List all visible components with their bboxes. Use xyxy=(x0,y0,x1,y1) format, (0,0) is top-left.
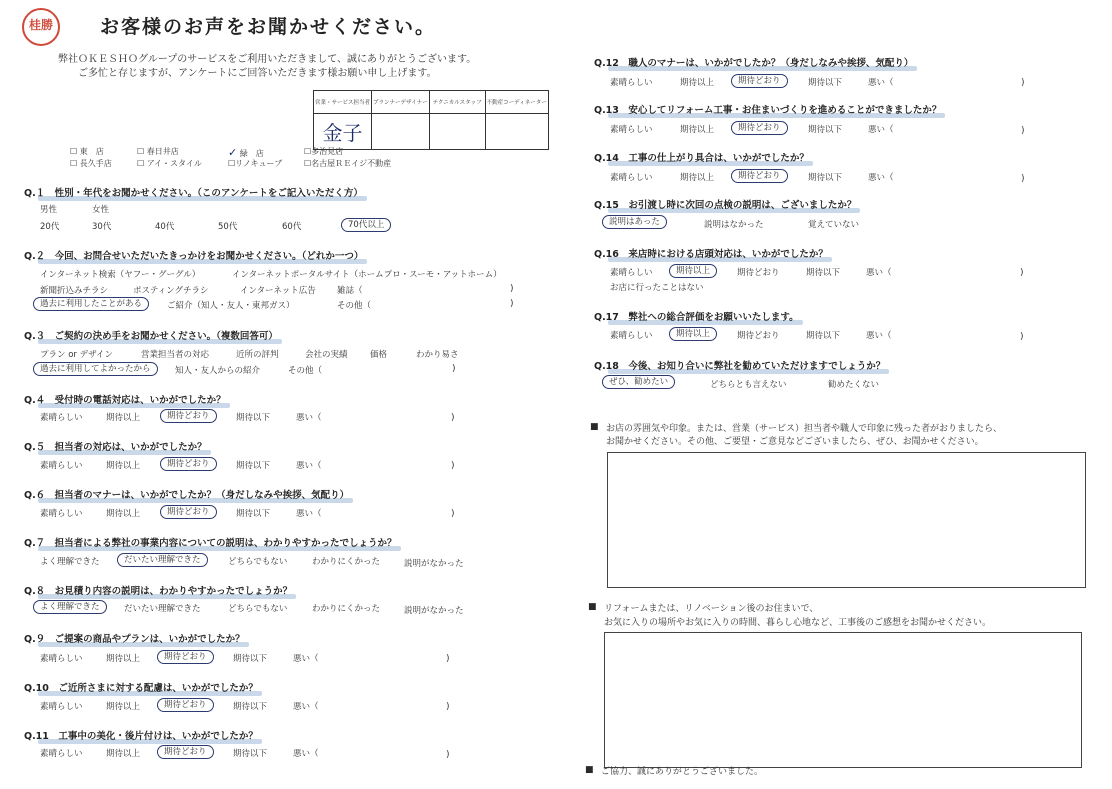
q3-opt-clarity[interactable]: わかり易さ xyxy=(416,350,459,360)
q12-label: Q.12 職人のマナーは、いかがでしたか？（身だしなみや挨拶、気配り） xyxy=(594,55,913,69)
q10-opt-bad[interactable]: 悪い（ xyxy=(293,702,319,712)
q16-opt-bad[interactable]: 悪い（ xyxy=(866,268,892,278)
q12-opt-excellent[interactable]: 素晴らしい xyxy=(610,78,653,88)
staff-header-sales: 営業・サービス担当者 xyxy=(314,91,372,114)
q18-opt-neutral[interactable]: どちらとも言えない xyxy=(710,380,787,390)
q15-opt-not-explained[interactable]: 説明はなかった xyxy=(704,220,764,230)
store-checkbox-renocube[interactable]: ☐リノキューブ xyxy=(228,159,283,168)
q18-opt-not-recommend[interactable]: 勧めたくない xyxy=(828,380,880,390)
q16-opt-above-selected[interactable]: 期待以上 xyxy=(669,264,717,278)
q17-opt-bad[interactable]: 悪い（ xyxy=(866,331,892,341)
store-label: リノキューブ xyxy=(235,159,283,168)
q8-opt-well-selected[interactable]: よく理解できた xyxy=(33,600,107,614)
q1-gender-female[interactable]: 女性 xyxy=(92,205,110,215)
q8-opt-mostly[interactable]: だいたい理解できた xyxy=(124,604,201,614)
q5-opt-as-expected-selected[interactable]: 期待どおり xyxy=(160,457,217,471)
q6-opt-below[interactable]: 期待以下 xyxy=(236,509,271,519)
q11-label: Q.11 工事中の美化・後片付けは、いかがでしたか？ xyxy=(24,728,258,742)
q10-opt-as-expected-selected[interactable]: 期待どおり xyxy=(157,698,214,712)
q14-label: Q.14 工事の仕上がり具合は、いかがでしたか？ xyxy=(594,150,809,164)
q5-opt-above[interactable]: 期待以上 xyxy=(106,461,141,471)
q3-opt-referral[interactable]: 知人・友人からの紹介 xyxy=(175,366,261,376)
q12-close: ) xyxy=(1021,78,1025,88)
q3-other-close: ) xyxy=(452,364,456,374)
q14-opt-excellent[interactable]: 素晴らしい xyxy=(610,173,653,183)
q17-opt-above-selected[interactable]: 期待以上 xyxy=(669,327,717,341)
q16-close: ) xyxy=(1020,268,1024,278)
q7-opt-neither[interactable]: どちらでもない xyxy=(228,557,288,567)
q13-opt-excellent[interactable]: 素晴らしい xyxy=(610,125,653,135)
q7-opt-none[interactable]: 説明がなかった xyxy=(404,559,464,569)
q7-opt-well[interactable]: よく理解できた xyxy=(40,557,100,567)
store-checkbox-tajimi[interactable]: ☐多治見店 xyxy=(304,147,344,156)
q12-opt-bad[interactable]: 悪い（ xyxy=(868,78,894,88)
intro-line-2: ご多忙と存じますが、アンケートにご回答いただきます様お願い申し上げます。 xyxy=(78,68,437,79)
company-seal: 桂勝 xyxy=(22,8,60,46)
q4-opt-as-expected-selected[interactable]: 期待どおり xyxy=(160,409,217,423)
q15-label: Q.15 お引渡し時に次回の点検の説明は、ございましたか？ xyxy=(594,197,856,211)
store-label: 多治見店 xyxy=(311,147,344,156)
q14-opt-as-expected-selected[interactable]: 期待どおり xyxy=(731,169,788,183)
staff-cell-realestate[interactable] xyxy=(485,114,548,150)
q7-label: Q.７ 担当者による弊社の事業内容についての説明は、わかりやすかったでしょうか？ xyxy=(24,535,397,549)
check-mark-icon: ✓ xyxy=(228,146,238,159)
q2-opt-magazine[interactable]: 雑誌（ xyxy=(337,286,363,296)
q10-opt-below[interactable]: 期待以下 xyxy=(233,702,268,712)
q8-opt-hard[interactable]: わかりにくかった xyxy=(312,604,381,614)
q12-opt-as-expected-selected[interactable]: 期待どおり xyxy=(731,74,788,88)
q4-label: Q.４ 受付時の電話対応は、いかがでしたか？ xyxy=(24,392,226,406)
q3-opt-other[interactable]: その他（ xyxy=(288,366,323,376)
free1-comment-box[interactable] xyxy=(607,452,1086,588)
q6-opt-as-expected-selected[interactable]: 期待どおり xyxy=(160,505,217,519)
q11-close: ) xyxy=(446,750,450,760)
q9-opt-above[interactable]: 期待以上 xyxy=(106,654,141,664)
q11-opt-bad[interactable]: 悪い（ xyxy=(293,749,319,759)
free2-comment-box[interactable] xyxy=(604,632,1082,768)
q6-label: Q.６ 担当者のマナーは、いかがでしたか？（身だしなみや挨拶、気配り） xyxy=(24,487,349,501)
q9-opt-as-expected-selected[interactable]: 期待どおり xyxy=(157,650,214,664)
q4-close: ) xyxy=(451,413,455,423)
q13-opt-below[interactable]: 期待以下 xyxy=(808,125,843,135)
footer-bullet: ■ xyxy=(585,765,594,775)
q2-opt-search[interactable]: インターネット検索（ヤフー・グーグル） xyxy=(40,270,201,280)
q13-close: ) xyxy=(1021,126,1025,136)
q13-opt-as-expected-selected[interactable]: 期待どおり xyxy=(731,121,788,135)
staff-cell-planner[interactable] xyxy=(372,114,430,150)
q4-opt-excellent[interactable]: 素晴らしい xyxy=(40,413,83,423)
store-label: 名古屋ＲＥイジ不動産 xyxy=(311,159,392,168)
q10-opt-above[interactable]: 期待以上 xyxy=(106,702,141,712)
q3-opt-used-before-selected[interactable]: 過去に利用してよかったから xyxy=(33,362,158,376)
q2-magazine-close: ) xyxy=(510,284,514,294)
q8-label: Q.８ お見積り内容の説明は、わかりやすかったでしょうか？ xyxy=(24,583,292,597)
free1-prompt-line-2: お聞かせください。その他、ご要望・ご意見などございましたら、ぜひ、お聞かせください。 xyxy=(606,437,984,447)
q3-opt-sales-staff[interactable]: 営業担当者の対応 xyxy=(141,350,210,360)
q10-opt-excellent[interactable]: 素晴らしい xyxy=(40,702,83,712)
store-checkbox-realestate[interactable]: ☐名古屋ＲＥイジ不動産 xyxy=(304,159,392,168)
intro-line-1: 弊社ＯＫＥＳＨＯグループのサービスをご利用いただきまして、誠にありがとうございます。 xyxy=(58,54,477,65)
q10-close: ) xyxy=(446,702,450,712)
staff-cell-technical[interactable] xyxy=(429,114,485,150)
q11-opt-above[interactable]: 期待以上 xyxy=(106,749,141,759)
q13-label: Q.13 安心してリフォーム工事・お住まいづくりを進めることができましたか？ xyxy=(594,102,941,116)
q5-opt-bad[interactable]: 悪い（ xyxy=(296,461,322,471)
q2-opt-portal[interactable]: インターネットポータルサイト（ホームプロ・スーモ・アットホーム） xyxy=(232,270,502,280)
q2-opt-used-before-selected[interactable]: 過去に利用したことがある xyxy=(33,297,149,311)
q17-close: ) xyxy=(1020,332,1024,342)
q6-opt-excellent[interactable]: 素晴らしい xyxy=(40,509,83,519)
q16-label: Q.16 来店時における店頭対応は、いかがでしたか？ xyxy=(594,246,828,260)
store-checkbox-nagakute[interactable]: ☐ 長久手店 xyxy=(70,159,112,168)
q14-close: ) xyxy=(1021,174,1025,184)
q2-opt-other[interactable]: その他（ xyxy=(337,301,372,311)
q17-label: Q.17 弊社への総合評価をお願いいたします。 xyxy=(594,309,799,323)
q12-opt-above[interactable]: 期待以上 xyxy=(680,78,715,88)
q2-opt-referral[interactable]: ご紹介（知人・友人・東邦ガス） xyxy=(167,301,295,311)
q8-opt-none[interactable]: 説明がなかった xyxy=(404,606,464,616)
q18-label: Q.18 今後、お知り合いに弊社を勧めていただけますでしょうか？ xyxy=(594,358,885,372)
q12-opt-below[interactable]: 期待以下 xyxy=(808,78,843,88)
q17-opt-as-expected[interactable]: 期待どおり xyxy=(737,331,780,341)
q9-opt-bad[interactable]: 悪い（ xyxy=(293,654,319,664)
free1-bullet: ■ xyxy=(590,422,599,432)
q10-label: Q.10 ご近所さまに対する配慮は、いかがでしたか？ xyxy=(24,680,258,694)
q6-opt-bad[interactable]: 悪い（ xyxy=(296,509,322,519)
store-label: 春日井店 xyxy=(146,147,179,156)
free1-prompt-line-1: お店の雰囲気や印象。または、営業（サービス）担当者や職人で印象に残った者がおりましたら、 xyxy=(606,424,1003,434)
q5-close: ) xyxy=(451,461,455,471)
q13-opt-bad[interactable]: 悪い（ xyxy=(868,125,894,135)
staff-signature: 金子 xyxy=(322,121,363,145)
q16-opt-never-visited[interactable]: お店に行ったことはない xyxy=(610,283,704,293)
q5-opt-below[interactable]: 期待以下 xyxy=(236,461,271,471)
q3-opt-reputation[interactable]: 近所の評判 xyxy=(236,350,279,360)
q3-opt-price[interactable]: 価格 xyxy=(370,350,388,360)
store-checkbox-istyle[interactable]: ☐ アイ・スタイル xyxy=(137,159,202,168)
q7-opt-mostly-selected[interactable]: だいたい理解できた xyxy=(117,553,208,567)
staff-header-realestate: 不動産コーディネーター xyxy=(485,91,548,114)
store-checkbox-higashi[interactable]: ☐ 東 店 xyxy=(70,147,104,156)
q3-opt-plan[interactable]: プラン or デザイン xyxy=(40,350,114,360)
q4-opt-bad[interactable]: 悪い（ xyxy=(296,413,322,423)
q15-opt-explained-selected[interactable]: 説明はあった xyxy=(602,215,667,229)
staff-header-technical: テクニカルスタッフ xyxy=(429,91,485,114)
q9-label: Q.９ ご提案の商品やプランは、いかがでしたか？ xyxy=(24,631,245,645)
free2-prompt-line-1: リフォームまたは、リノベーション後のお住まいで、 xyxy=(604,604,819,614)
q2-other-close: ) xyxy=(510,299,514,309)
q13-opt-above[interactable]: 期待以上 xyxy=(680,125,715,135)
q9-opt-excellent[interactable]: 素晴らしい xyxy=(40,654,83,664)
store-checkbox-kasugai[interactable]: ☐ 春日井店 xyxy=(137,147,179,156)
q14-opt-bad[interactable]: 悪い（ xyxy=(868,173,894,183)
store-label: 東 店 xyxy=(79,147,104,156)
staff-table xyxy=(313,90,549,150)
q1-age-60s[interactable]: 60代 xyxy=(282,222,302,232)
q17-opt-below[interactable]: 期待以下 xyxy=(806,331,841,341)
q16-opt-as-expected[interactable]: 期待どおり xyxy=(737,268,780,278)
store-label: アイ・スタイル xyxy=(146,159,202,168)
q18-opt-recommend-selected[interactable]: ぜひ、勧めたい xyxy=(602,375,675,389)
q16-opt-excellent[interactable]: 素晴らしい xyxy=(610,268,653,278)
q15-opt-dont-remember[interactable]: 覚えていない xyxy=(808,220,860,230)
q1-label: Q.１ 性別・年代をお聞かせください。（このアンケートをご記入いただく方） xyxy=(24,185,363,199)
store-label: 緑 店 xyxy=(239,149,264,158)
q7-opt-hard[interactable]: わかりにくかった xyxy=(312,557,381,567)
staff-header-planner: プランナーデザイナー xyxy=(372,91,430,114)
free2-bullet: ■ xyxy=(588,602,597,612)
q16-opt-below[interactable]: 期待以下 xyxy=(806,268,841,278)
q11-opt-below[interactable]: 期待以下 xyxy=(233,749,268,759)
footer-thanks: ご協力、誠にありがとうございました。 xyxy=(601,767,764,777)
q14-opt-above[interactable]: 期待以上 xyxy=(680,173,715,183)
q4-opt-above[interactable]: 期待以上 xyxy=(106,413,141,423)
q5-label: Q.５ 担当者の対応は、いかがでしたか？ xyxy=(24,439,207,453)
q8-opt-neither[interactable]: どちらでもない xyxy=(228,604,288,614)
q1-age-40s[interactable]: 40代 xyxy=(155,222,175,232)
free2-prompt-line-2: お気に入りの場所やお気に入りの時間、暮らし心地など、工事後のご感想をお聞かせください。 xyxy=(604,618,992,628)
q5-opt-excellent[interactable]: 素晴らしい xyxy=(40,461,83,471)
q2-opt-web-ad[interactable]: インターネット広告 xyxy=(240,286,316,296)
q2-label: Q.２ 今回、お問合せいただいたきっかけをお聞かせください。（どれか一つ） xyxy=(24,248,363,262)
q2-opt-newspaper[interactable]: 新聞折込みチラシ xyxy=(40,286,109,296)
q1-age-20s[interactable]: 20代 xyxy=(40,222,60,232)
q11-opt-as-expected-selected[interactable]: 期待どおり xyxy=(157,745,214,759)
store-label: 長久手店 xyxy=(79,159,112,168)
q1-age-50s[interactable]: 50代 xyxy=(218,222,238,232)
q3-opt-track-record[interactable]: 会社の実績 xyxy=(305,350,348,360)
q1-age-70plus-selected[interactable]: 70代以上 xyxy=(341,218,391,232)
q11-opt-excellent[interactable]: 素晴らしい xyxy=(40,749,83,759)
q2-opt-posting[interactable]: ポスティングチラシ xyxy=(133,286,209,296)
q6-opt-above[interactable]: 期待以上 xyxy=(106,509,141,519)
q9-opt-below[interactable]: 期待以下 xyxy=(233,654,268,664)
q17-opt-excellent[interactable]: 素晴らしい xyxy=(610,331,653,341)
q3-label: Q.３ ご契約の決め手をお聞かせください。（複数回答可） xyxy=(24,328,278,342)
page-title: お客様のお声をお聞かせください。 xyxy=(100,16,437,38)
q14-opt-below[interactable]: 期待以下 xyxy=(808,173,843,183)
staff-signature-cell[interactable] xyxy=(314,114,372,150)
q9-close: ) xyxy=(446,654,450,664)
q1-gender-male[interactable]: 男性 xyxy=(40,205,58,215)
q6-close: ) xyxy=(451,509,455,519)
q1-age-30s[interactable]: 30代 xyxy=(92,222,112,232)
q4-opt-below[interactable]: 期待以下 xyxy=(236,413,271,423)
